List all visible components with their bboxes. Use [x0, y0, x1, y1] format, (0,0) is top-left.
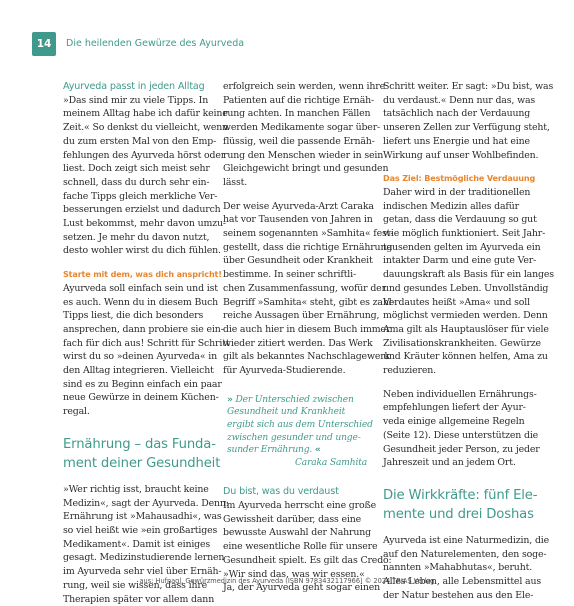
text-line: neue Gewürze in deinem Küchen-: [63, 391, 213, 405]
chapter-heading-line: Ernährung – das Funda-: [63, 435, 213, 454]
text-line: du verdaust.« Denn nur das, was: [383, 94, 543, 108]
text-line: indischen Medizin alles dafür: [383, 200, 543, 214]
text-line: »Wer richtig isst, braucht keine: [63, 483, 213, 497]
text-line: wieder zitiert werden. Das Werk: [223, 337, 373, 351]
text-line: Medizin«, sagt der Ayurveda. Denn:: [63, 497, 213, 511]
text-line: Ayurveda ist eine Naturmedizin, die: [383, 534, 543, 548]
text-line: Gesundheit jeder Person, zu jeder: [383, 443, 543, 457]
text-line: regal.: [63, 405, 213, 419]
section-heading: Du bist, was du verdaust: [223, 485, 373, 499]
text-line: liest. Doch zeigt sich meist sehr: [63, 162, 213, 176]
text-line: wie möglich funktioniert. Seit Jahr-: [383, 227, 543, 241]
text-line: fach für dich aus! Schritt für Schritt: [63, 337, 213, 351]
text-line: desto wohler wirst du dich fühlen.: [63, 244, 213, 258]
text-line: veda einige allgemeine Regeln: [383, 415, 543, 429]
text-line: sind es zu Beginn einfach ein paar: [63, 378, 213, 392]
text-line: über Gesundheit oder Krankheit: [223, 254, 373, 268]
column-3: [383, 80, 543, 603]
text-line: Verdautes heißt »Ama« und soll: [383, 296, 543, 310]
text-line: Der weise Ayurveda-Arzt Caraka: [223, 200, 373, 214]
text-line: gilt als bekanntes Nachschlagewerk: [223, 350, 373, 364]
text-line: tatsächlich nach der Verdauung: [383, 107, 543, 121]
text-line: intakter Darm und eine gute Ver-: [383, 254, 543, 268]
text-line: werden Medikamente sogar über-: [223, 121, 373, 135]
text-line: Ernährung ist »Mahausadhi«, was: [63, 510, 213, 524]
chapter-heading-line: Die Wirkkräfte: fünf Ele-: [383, 486, 543, 505]
text-line: Patienten auf die richtige Ernäh-: [223, 94, 373, 108]
text-line: Lust bekommst, mehr davon umzu-: [63, 217, 213, 231]
text-line: gestellt, dass die richtige Ernährung: [223, 241, 373, 255]
open-quote-mark: »: [227, 395, 233, 405]
text-line: Therapien später vor allem dann: [63, 593, 213, 606]
text-line: unseren Zellen zur Verfügung steht,: [383, 121, 543, 135]
text-line: Daher wird in der traditionellen: [383, 186, 543, 200]
text-line: wirst du so »deinen Ayurveda« in: [63, 350, 213, 364]
text-line: Ama gilt als Hauptauslöser für viele: [383, 323, 543, 337]
quote-line: zwischen gesunder und unge-: [227, 432, 373, 445]
text-line: bewusste Auswahl der Nahrung: [223, 526, 373, 540]
text-line: (Seite 12). Diese unterstützen die: [383, 429, 543, 443]
text-line: auf den Naturelementen, den soge-: [383, 548, 543, 562]
text-line: Ja, der Ayurveda geht sogar einen: [223, 581, 373, 595]
quote-line: sunder Ernährung. «: [227, 444, 373, 457]
paragraph: [383, 80, 543, 162]
paragraph: [383, 534, 543, 603]
text-line: chen Zusammenfassung, wofür der: [223, 282, 373, 296]
text-line: »Wir sind das, was wir essen.«: [223, 568, 373, 582]
quote-source: Caraka Samhita: [227, 457, 373, 470]
text-line: getan, dass die Verdauung so gut: [383, 213, 543, 227]
text-line: Jahreszeit und an jedem Ort.: [383, 456, 543, 470]
text-line: Zivilisationskrankheiten. Gewürze: [383, 337, 543, 351]
text-line: reiche Aussagen über Ernährung,: [223, 309, 373, 323]
copyright-footer: aus: Hufnagl, Gewürzmedizin des Ayurveda (ISBN 9783432117966) © 2024 TRIAS Verlag: [0, 577, 574, 585]
text-line: ansprechen, dann probiere sie ein-: [63, 323, 213, 337]
text-line: fehlungen des Ayurveda hörst oder: [63, 149, 213, 163]
text-line: den Alltag integrieren. Vielleicht: [63, 364, 213, 378]
close-quote-mark: «: [315, 445, 321, 455]
text-line: rung den Menschen wieder in sein: [223, 149, 373, 163]
text-line: »Das sind mir zu viele Tipps. In: [63, 94, 213, 108]
paragraph: [63, 483, 213, 606]
text-line: besserungen erzielst und dadurch: [63, 203, 213, 217]
column-2: [223, 80, 373, 595]
text-line: und gesundes Leben. Unvollständig: [383, 282, 543, 296]
subheading: Starte mit dem, was dich anspricht!: [63, 268, 213, 282]
text-line: Neben individuellen Ernährungs-: [383, 388, 543, 402]
text-line: Wirkung auf unser Wohlbefinden.: [383, 149, 543, 163]
text-line: erfolgreich sein werden, wenn ihre: [223, 80, 373, 94]
chapter-heading: [383, 486, 543, 524]
text-line: Schritt weiter. Er sagt: »Du bist, was: [383, 80, 543, 94]
text-line: Zeit.« So denkst du vielleicht, wenn: [63, 121, 213, 135]
chapter-heading-line: ment deiner Gesundheit: [63, 454, 213, 473]
quote-line: ergibt sich aus dem Unterschied: [227, 419, 373, 432]
quote-line: » Der Unterschied zwischen: [227, 394, 373, 407]
text-line: gesagt. Medizinstudierende lernen: [63, 551, 213, 565]
text-line: reduzieren.: [383, 364, 543, 378]
chapter-heading: [63, 435, 213, 473]
paragraph: [383, 186, 543, 378]
subheading: Das Ziel: Bestmögliche Verdauung: [383, 172, 543, 186]
paragraph: [63, 282, 213, 419]
text-line: möglichst vermieden werden. Denn: [383, 309, 543, 323]
text-line: fache Tipps gleich merkliche Ver-: [63, 190, 213, 204]
paragraph: [223, 80, 373, 190]
text-line: so viel heißt wie »ein großartiges: [63, 524, 213, 538]
text-line: Ayurveda soll einfach sein und ist: [63, 282, 213, 296]
text-line: meinem Alltag habe ich dafür keine: [63, 107, 213, 121]
text-line: lässt.: [223, 176, 373, 190]
text-line: Begriff »Samhita« steht, gibt es zahl-: [223, 296, 373, 310]
text-line: schnell, dass du durch sehr ein-: [63, 176, 213, 190]
pull-quote: [227, 394, 373, 470]
column-1: [63, 80, 213, 606]
text-line: bestimme. In seiner schriftli-: [223, 268, 373, 282]
text-line: Gesundheit spielt. Es gilt das Credo:: [223, 554, 373, 568]
text-line: rung, weil sie wissen, dass ihre: [63, 579, 213, 593]
text-line: seinem sogenannten »Samhita« fest-: [223, 227, 373, 241]
paragraph: [223, 200, 373, 378]
text-line: eine wesentliche Rolle für unsere: [223, 540, 373, 554]
text-line: Alles Leben, alle Lebensmittel aus: [383, 575, 543, 589]
text-line: Medikament«. Damit ist einiges: [63, 538, 213, 552]
text-line: tausenden gelten im Ayurveda ein: [383, 241, 543, 255]
text-line: es auch. Wenn du in diesem Buch: [63, 296, 213, 310]
text-line: hat vor Tausenden von Jahren in: [223, 213, 373, 227]
text-line: Im Ayurveda herrscht eine große: [223, 499, 373, 513]
running-head: Die heilenden Gewürze des Ayurveda: [66, 38, 244, 49]
text-line: der Natur bestehen aus den Ele-: [383, 589, 543, 603]
chapter-heading-line: mente und drei Doshas: [383, 505, 543, 524]
page-number-badge: 14: [32, 32, 56, 56]
text-line: setzen. Je mehr du davon nutzt,: [63, 231, 213, 245]
text-line: Gewissheit darüber, dass eine: [223, 513, 373, 527]
section-heading: Ayurveda passt in jeden Alltag: [63, 80, 213, 94]
text-line: und Kräuter können helfen, Ama zu: [383, 350, 543, 364]
paragraph: [63, 94, 213, 258]
text-line: nannten »Mahabhutas«, beruht.: [383, 561, 543, 575]
quote-line: Gesundheit und Krankheit: [227, 406, 373, 419]
paragraph: [383, 388, 543, 470]
text-line: im Ayurveda sehr viel über Ernäh-: [63, 565, 213, 579]
text-line: empfehlungen liefert der Ayur-: [383, 401, 543, 415]
text-line: rung achten. In manchen Fällen: [223, 107, 373, 121]
text-line: flüssig, weil die passende Ernäh-: [223, 135, 373, 149]
text-line: du zum ersten Mal von den Emp-: [63, 135, 213, 149]
text-line: dauungskraft als Basis für ein langes: [383, 268, 543, 282]
text-line: liefert uns Energie und hat eine: [383, 135, 543, 149]
text-line: Gleichgewicht bringt und gesunden: [223, 162, 373, 176]
text-line: für Ayurveda-Studierende.: [223, 364, 373, 378]
text-line: die auch hier in diesem Buch immer: [223, 323, 373, 337]
text-line: Tipps liest, die dich besonders: [63, 309, 213, 323]
